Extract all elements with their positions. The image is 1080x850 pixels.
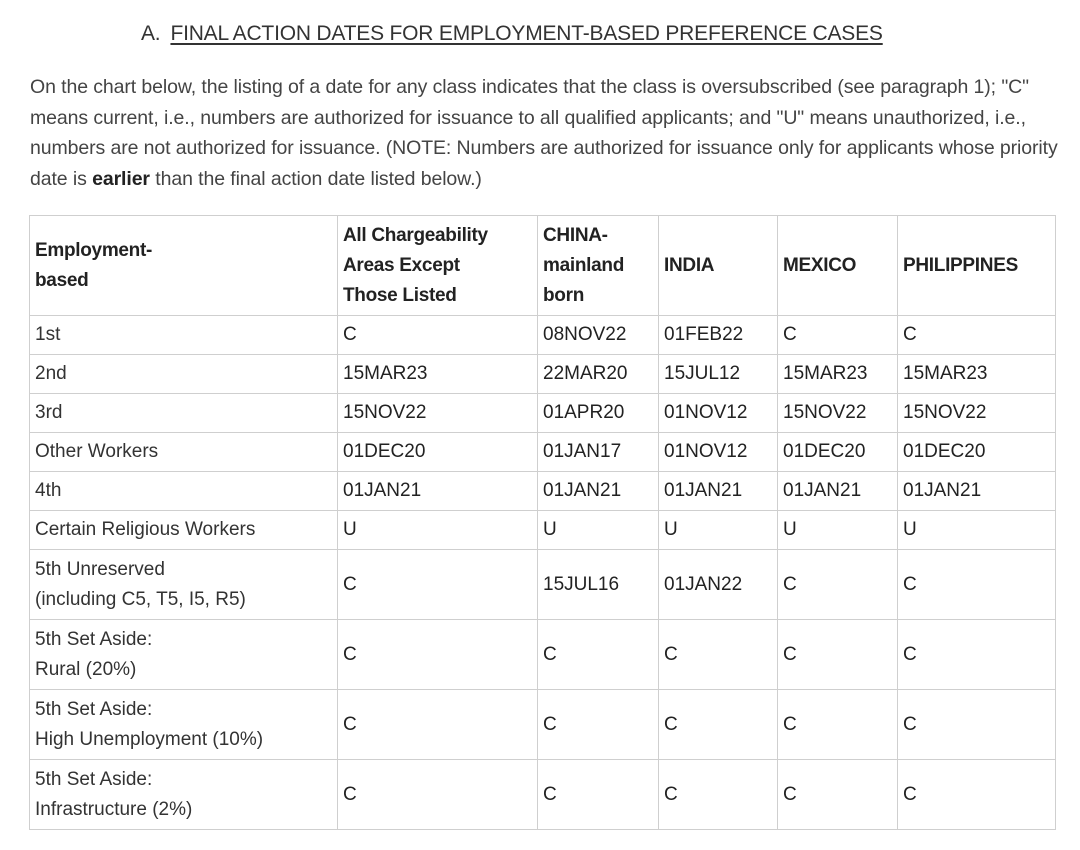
header-line: PHILIPPINES <box>903 254 1018 276</box>
table-cell: C <box>778 760 898 830</box>
row-label <box>30 620 338 690</box>
header-india <box>659 216 778 316</box>
table-cell: 15MAR23 <box>778 355 898 394</box>
row-label-line: Certain Religious Workers <box>35 519 256 540</box>
table-cell: C <box>778 550 898 620</box>
row-label-line: 5th Set Aside: <box>35 628 153 650</box>
row-label <box>30 690 338 760</box>
table-cell: 15JUL16 <box>538 550 659 620</box>
table-cell: 01JAN21 <box>338 472 538 511</box>
row-label <box>30 550 338 620</box>
table-cell: 15MAR23 <box>338 355 538 394</box>
table-row <box>30 511 1056 550</box>
table-cell: 15NOV22 <box>898 394 1056 433</box>
table-row <box>30 394 1056 433</box>
row-label-line: Other Workers <box>35 441 159 462</box>
table-cell: 01DEC20 <box>338 433 538 472</box>
table-cell: 01NOV12 <box>659 433 778 472</box>
header-line: Areas Except <box>343 254 460 276</box>
table-cell: C <box>659 760 778 830</box>
header-line: Those Listed <box>343 284 457 306</box>
row-label <box>30 316 338 355</box>
table-cell: C <box>538 690 659 760</box>
table-cell: C <box>778 690 898 760</box>
header-line: Employment- <box>35 239 153 261</box>
row-label-line: High Unemployment (10%) <box>35 728 264 750</box>
table-cell: U <box>778 511 898 550</box>
table-row <box>30 316 1056 355</box>
table-cell: U <box>898 511 1056 550</box>
table-cell: C <box>898 690 1056 760</box>
intro-paragraph <box>30 72 1060 194</box>
table-cell: 08NOV22 <box>538 316 659 355</box>
table-cell: 15JUL12 <box>659 355 778 394</box>
row-label <box>30 760 338 830</box>
table-row <box>30 355 1056 394</box>
header-line: born <box>543 284 585 306</box>
table-cell: 01FEB22 <box>659 316 778 355</box>
table-cell: U <box>659 511 778 550</box>
row-label-line: Infrastructure (2%) <box>35 798 193 820</box>
row-label <box>30 355 338 394</box>
section-title: FINAL ACTION DATES FOR EMPLOYMENT-BASED PREFERENCE CASES <box>170 22 883 45</box>
table-cell: 01JAN21 <box>778 472 898 511</box>
table-cell: 01JAN21 <box>898 472 1056 511</box>
table-cell: C <box>778 316 898 355</box>
row-label-line: Rural (20%) <box>35 658 137 680</box>
header-china <box>538 216 659 316</box>
header-mexico <box>778 216 898 316</box>
table-cell: 01DEC20 <box>898 433 1056 472</box>
table-row <box>30 760 1056 830</box>
intro-text-before: On the chart below, the listing of a date for any class indicates that the class is oversubscribed (see paragraph 1); "C" means current, i.e., numbers are authorized for issuance to all qualified applicants; and "U" means unauthorized, i.e., numbers are not authorized for issuance. (NOTE: Numbers are authorized for issuance only for applicants whose priority date is <box>30 76 1058 190</box>
table-cell: 15MAR23 <box>898 355 1056 394</box>
table-header-row <box>30 216 1056 316</box>
table-row <box>30 433 1056 472</box>
table-cell: 01DEC20 <box>778 433 898 472</box>
table-cell: C <box>898 550 1056 620</box>
row-label-line: 3rd <box>35 402 63 423</box>
table-cell: U <box>538 511 659 550</box>
table-cell: C <box>538 760 659 830</box>
section-heading <box>141 19 883 49</box>
header-employment-based <box>30 216 338 316</box>
header-line: All Chargeability <box>343 224 488 246</box>
table-cell: C <box>898 760 1056 830</box>
table-cell: 01JAN21 <box>538 472 659 511</box>
table-cell: C <box>338 690 538 760</box>
row-label-line: 5th Unreserved <box>35 558 165 580</box>
table-cell: C <box>778 620 898 690</box>
row-label-line: 5th Set Aside: <box>35 768 153 790</box>
table-cell: 15NOV22 <box>778 394 898 433</box>
row-label-line: 5th Set Aside: <box>35 698 153 720</box>
header-line: MEXICO <box>783 254 857 276</box>
header-line: INDIA <box>664 254 715 276</box>
table-cell: C <box>338 620 538 690</box>
row-label-line: (including C5, T5, I5, R5) <box>35 588 246 610</box>
row-label <box>30 472 338 511</box>
intro-bold-word: earlier <box>92 167 150 190</box>
table-cell: 01APR20 <box>538 394 659 433</box>
row-label-line: 2nd <box>35 363 67 384</box>
table-cell: U <box>338 511 538 550</box>
table-cell: C <box>898 316 1056 355</box>
row-label <box>30 511 338 550</box>
table-cell: C <box>538 620 659 690</box>
table-row <box>30 550 1056 620</box>
header-line: CHINA- <box>543 224 608 246</box>
row-label-line: 1st <box>35 324 61 345</box>
header-line: based <box>35 269 89 291</box>
section-prefix: A. <box>141 22 161 45</box>
table-cell: 01JAN21 <box>659 472 778 511</box>
header-all-chargeability <box>338 216 538 316</box>
final-action-dates-table <box>29 215 1056 830</box>
row-label-line: 4th <box>35 480 62 501</box>
table-cell: C <box>659 620 778 690</box>
header-philippines <box>898 216 1056 316</box>
table-cell: 01JAN17 <box>538 433 659 472</box>
table-cell: 01JAN22 <box>659 550 778 620</box>
table-cell: C <box>338 760 538 830</box>
table-cell: 15NOV22 <box>338 394 538 433</box>
table-cell: C <box>898 620 1056 690</box>
table-cell: C <box>659 690 778 760</box>
table-cell: C <box>338 550 538 620</box>
table-row <box>30 472 1056 511</box>
intro-text-after: than the final action date listed below.) <box>149 167 482 190</box>
table-cell: 22MAR20 <box>538 355 659 394</box>
row-label <box>30 394 338 433</box>
table-row <box>30 620 1056 690</box>
table-row <box>30 690 1056 760</box>
row-label <box>30 433 338 472</box>
header-line: mainland <box>543 254 625 276</box>
table-cell: 01NOV12 <box>659 394 778 433</box>
table-cell: C <box>338 316 538 355</box>
